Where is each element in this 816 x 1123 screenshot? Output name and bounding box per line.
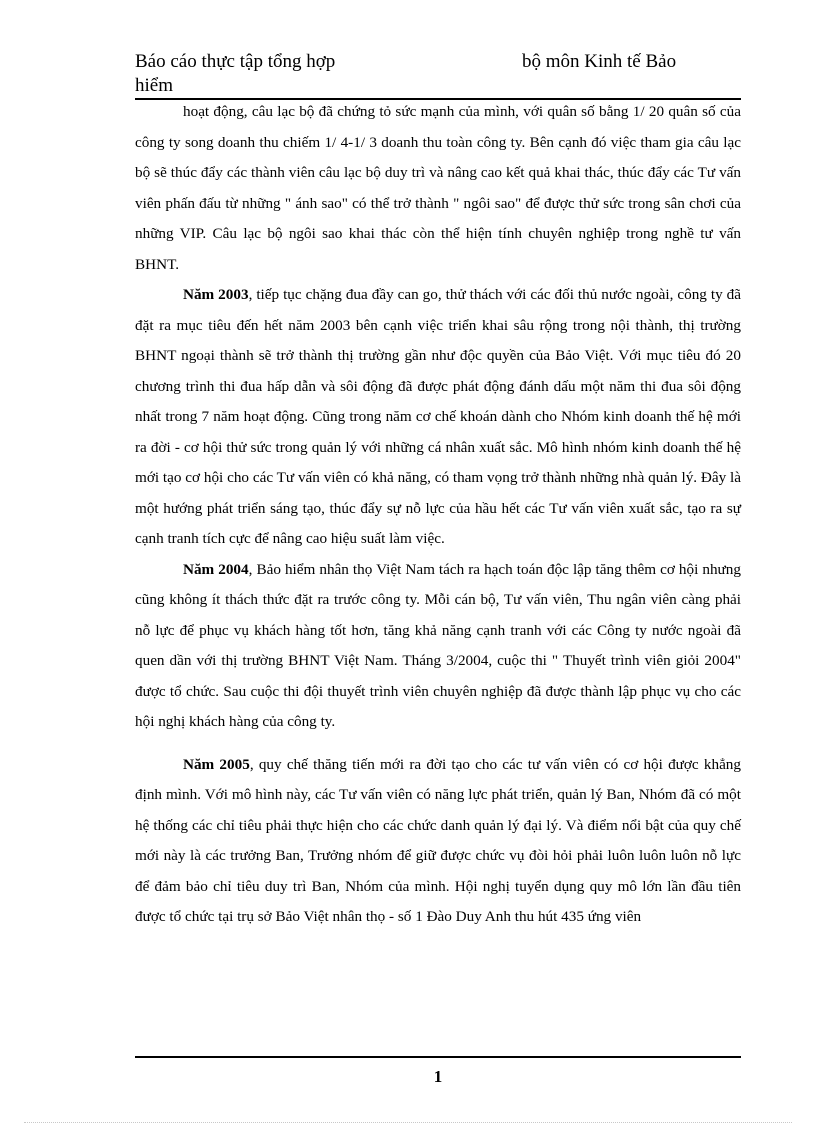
paragraph-club bbox=[135, 97, 741, 280]
paragraph-year-lead: Năm 2005 bbox=[183, 755, 250, 773]
page-number: 1 bbox=[433, 1067, 443, 1086]
paragraph-text: , Bảo hiểm nhân thọ Việt Nam tách ra hạch toán độc lập tăng thêm cơ hội nhưng cũng không ít thách thức đặt ra trước công ty. Mỗi cán bộ, Tư vấn viên, Thu ngân viên càng phải nỗ lực để phục vụ khách hàng tốt hơn, tăng khả năng cạnh tranh với các Công ty nước ngoài đã quen dần với thị trường BHNT Việt Nam. Tháng 3/2004, cuộc thi " Thuyết trình viên giỏi 2004" được tổ chức. Sau cuộc thi đội thuyết trình viên chuyên nghiệp đã được thành lập phục vụ cho các hội nghị khách hàng của công ty. bbox=[135, 560, 741, 730]
header-report-title: Báo cáo thực tập tổng hợp bbox=[135, 51, 336, 72]
paragraph-text: , quy chế thăng tiến mới ra đời tạo cho các tư vấn viên có cơ hội được khẳng định mình. Với mô hình này, các Tư vấn viên có năng lực phát triển, quản lý Ban, Nhóm đã có một hệ thống các chỉ tiêu phải thực hiện cho các chức danh quản lý đại lý. Và điểm nổi bật của quy chế mới này là các trưởng Ban, Trưởng nhóm để giữ được chức vụ đòi hỏi phải luôn luôn luôn nỗ lực để đảm bảo chỉ tiêu duy trì Ban, Nhóm của mình. Hội nghị tuyển dụng quy mô lớn lần đầu tiên được tổ chức tại trụ sở Bảo Việt nhân thọ - số 1 Đào Duy Anh thu hút 435 ứng viên bbox=[135, 755, 741, 925]
paragraph-year-lead: Năm 2004 bbox=[183, 560, 249, 578]
paragraph-text: hoạt động, câu lạc bộ đã chứng tỏ sức mạnh của mình, với quân số bằng 1/ 20 quân số của công ty song doanh thu chiếm 1/ 4-1/ 3 doanh thu toàn công ty. Bên cạnh đó việc tham gia câu lạc bộ sẽ thúc đẩy các thành viên câu lạc bộ duy trì và nâng cao kết quả khai thác, thúc đẩy các Tư vấn viên phấn đấu từ những " ánh sao" có thể trở thành " ngôi sao" để được thử sức trong sân chơi của những VIP. Câu lạc bộ ngôi sao khai thác còn thể hiện tính chuyên nghiệp trong nghề tư vấn BHNT. bbox=[135, 103, 741, 273]
footer-rule bbox=[135, 1056, 741, 1058]
paragraph-text: , tiếp tục chặng đua đầy can go, thử thách với các đối thủ nước ngoài, công ty đã đặt ra mục tiêu đến hết năm 2003 bên cạnh việc triển khai sâu rộng trong nội thành, thị trường BHNT ngoại thành sẽ trở thành thị trường gần như độc quyền của Bảo Việt. Với mục tiêu đó 20 chương trình thi đua hấp dẫn và sôi động đã được phát động đánh dấu một năm thi đua sôi động nhất trong 7 năm hoạt động. Cũng trong năm cơ chế khoán dành cho Nhóm kinh doanh thế hệ mới ra đời - cơ hội thử sức trong quản lý với những cá nhân xuất sắc. Mô hình nhóm kinh doanh thế hệ mới tạo cơ hội cho các Tư vấn viên có khả năng, có tham vọng trở thành những nhà quản lý. Đây là một hướng phát triển sáng tạo, thúc đẩy sự nỗ lực của hầu hết các Tư vấn viên xuất sắc, tạo ra sự cạnh tranh tích cực để nâng cao hiệu suất làm việc. bbox=[135, 286, 741, 547]
document-body bbox=[135, 97, 741, 933]
paragraph-2004 bbox=[135, 555, 741, 738]
header-department: bộ môn Kinh tế Bảo bbox=[522, 51, 677, 72]
paragraph-2003 bbox=[135, 280, 741, 555]
header-department-continued: hiểm bbox=[135, 75, 173, 96]
paragraph-2005 bbox=[135, 750, 741, 933]
paragraph-year-lead: Năm 2003 bbox=[183, 286, 249, 303]
